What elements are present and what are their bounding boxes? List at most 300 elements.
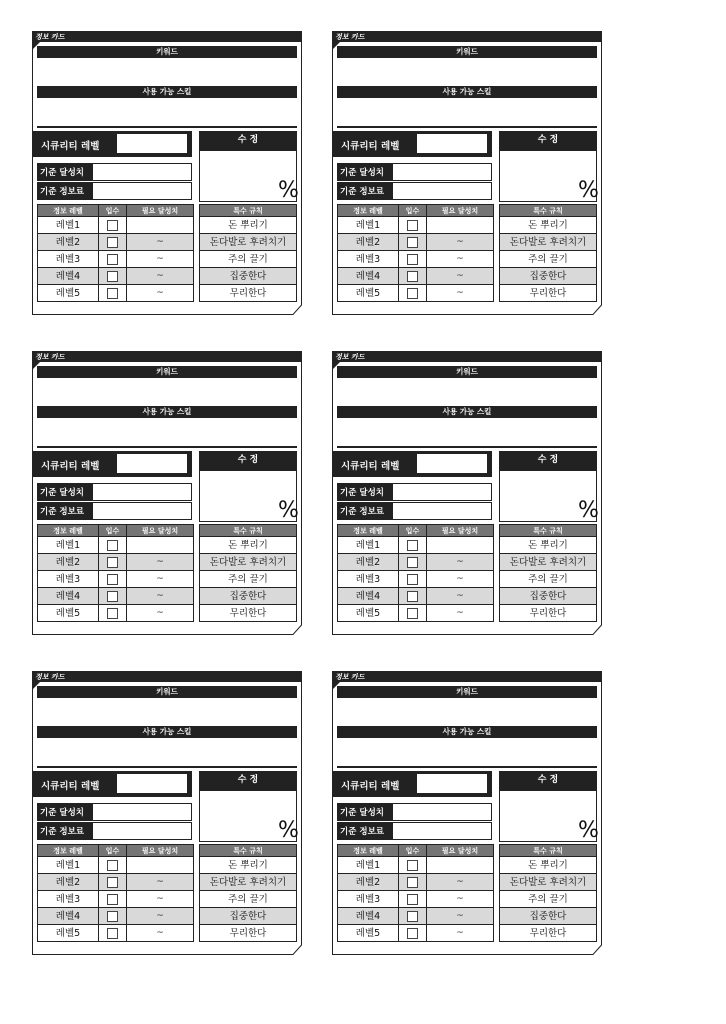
header-info-level: 정보 레벨 — [38, 205, 99, 217]
rule-row — [500, 554, 597, 571]
level-row — [338, 251, 494, 268]
rule-row — [200, 537, 297, 554]
special-rule: 무리한다 — [200, 285, 297, 302]
special-rule: 돈다발로 후려치기 — [200, 554, 297, 571]
level-row — [38, 605, 194, 622]
header-required: 필요 달성치 — [127, 205, 194, 217]
required-range: ~ — [156, 288, 164, 298]
rule-row — [200, 571, 297, 588]
rule-row — [200, 217, 297, 234]
required-achievement[interactable] — [127, 268, 194, 285]
obtained-checkbox[interactable] — [407, 540, 418, 551]
base-info-fee-label-block — [37, 822, 92, 840]
required-range: ~ — [456, 557, 464, 567]
required-range: ~ — [456, 894, 464, 904]
level-row — [338, 234, 494, 251]
obtained-checkbox[interactable] — [407, 557, 418, 568]
obtained-checkbox[interactable] — [107, 877, 118, 888]
obtained-cell — [99, 874, 127, 891]
obtained-checkbox[interactable] — [407, 608, 418, 619]
obtained-checkbox[interactable] — [407, 928, 418, 939]
base-info-fee-label-block — [337, 182, 392, 200]
special-rules-table — [199, 844, 297, 942]
level-row — [38, 857, 194, 874]
card-tag: 정보 카드 — [35, 33, 65, 41]
rule-row — [200, 588, 297, 605]
header-obtained: 입수 — [399, 205, 427, 217]
level-name: 레벨3 — [338, 251, 399, 268]
rule-row — [500, 908, 597, 925]
level-row — [38, 891, 194, 908]
obtained-cell — [399, 234, 427, 251]
base-achievement-field[interactable] — [92, 483, 192, 501]
security-level-label: 시큐리티 레벨 — [41, 781, 100, 792]
header-obtained: 입수 — [99, 205, 127, 217]
required-achievement[interactable] — [127, 217, 194, 234]
required-achievement[interactable] — [127, 874, 194, 891]
rule-row — [500, 285, 597, 302]
base-achievement-label: 기준 달성치 — [340, 168, 385, 178]
special-rule: 집중한다 — [200, 588, 297, 605]
obtained-checkbox[interactable] — [407, 237, 418, 248]
obtained-checkbox[interactable] — [407, 271, 418, 282]
special-rule: 돈다발로 후려치기 — [500, 234, 597, 251]
special-rules-table — [499, 844, 597, 942]
info-card-4 — [332, 351, 602, 635]
obtained-cell — [399, 285, 427, 302]
required-achievement[interactable] — [427, 554, 494, 571]
required-achievement[interactable] — [127, 908, 194, 925]
rule-row — [200, 908, 297, 925]
base-info-fee-field[interactable] — [92, 502, 192, 520]
required-range: ~ — [456, 254, 464, 264]
info-card-2 — [332, 31, 602, 315]
obtained-cell — [399, 554, 427, 571]
security-level-field[interactable] — [116, 773, 188, 794]
required-range: ~ — [456, 591, 464, 601]
level-name: 레벨2 — [338, 234, 399, 251]
card-tag: 정보 카드 — [335, 673, 365, 681]
card-tag: 정보 카드 — [335, 353, 365, 361]
percent-sign: % — [578, 818, 599, 843]
level-row — [38, 571, 194, 588]
required-achievement[interactable] — [427, 234, 494, 251]
required-range: ~ — [156, 574, 164, 584]
base-info-fee-label-block — [337, 822, 392, 840]
special-rules-table — [199, 204, 297, 302]
base-info-fee-field[interactable] — [392, 822, 492, 840]
percent-sign: % — [578, 498, 599, 523]
security-level-field[interactable] — [116, 453, 188, 474]
special-rule: 돈다발로 후려치기 — [500, 874, 597, 891]
level-row — [338, 908, 494, 925]
required-range: ~ — [456, 911, 464, 921]
required-range: ~ — [156, 237, 164, 247]
header-required: 필요 달성치 — [427, 525, 494, 537]
required-range: ~ — [156, 928, 164, 938]
level-row — [338, 268, 494, 285]
obtained-checkbox[interactable] — [407, 574, 418, 585]
header-obtained: 입수 — [399, 845, 427, 857]
level-row — [338, 891, 494, 908]
required-achievement[interactable] — [427, 925, 494, 942]
security-level-field[interactable] — [416, 773, 488, 794]
header-special-rules: 특수 규칙 — [500, 845, 597, 857]
level-row — [338, 571, 494, 588]
header-required: 필요 달성치 — [427, 205, 494, 217]
obtained-cell — [99, 285, 127, 302]
special-rule: 집중한다 — [500, 908, 597, 925]
base-info-fee-field[interactable] — [92, 182, 192, 200]
base-info-fee-label-block — [337, 502, 392, 520]
correction-header: 수 정 — [199, 451, 297, 470]
skill-bar: 사용 가능 스킬 — [337, 406, 597, 418]
level-name: 레벨5 — [338, 605, 399, 622]
required-achievement[interactable] — [127, 605, 194, 622]
security-level-field[interactable] — [116, 133, 188, 154]
obtained-checkbox[interactable] — [407, 220, 418, 231]
skill-divider — [337, 766, 597, 768]
rule-row — [200, 268, 297, 285]
level-row — [338, 857, 494, 874]
level-name: 레벨1 — [38, 217, 99, 234]
obtained-cell — [99, 234, 127, 251]
level-row — [338, 925, 494, 942]
obtained-checkbox[interactable] — [407, 288, 418, 299]
keyword-bar: 키워드 — [337, 366, 597, 378]
rule-row — [200, 857, 297, 874]
header-required: 필요 달성치 — [127, 845, 194, 857]
special-rule: 무리한다 — [200, 925, 297, 942]
correction-header: 수 정 — [199, 771, 297, 790]
level-row — [38, 234, 194, 251]
required-range: ~ — [156, 271, 164, 281]
skill-divider — [37, 126, 297, 128]
base-info-fee-field[interactable] — [392, 182, 492, 200]
obtained-cell — [99, 268, 127, 285]
obtained-checkbox[interactable] — [107, 557, 118, 568]
obtained-checkbox[interactable] — [107, 911, 118, 922]
obtained-checkbox[interactable] — [107, 288, 118, 299]
base-achievement-label-block — [37, 483, 92, 501]
special-rule: 돈 뿌리기 — [500, 537, 597, 554]
required-achievement[interactable] — [127, 571, 194, 588]
rule-row — [500, 537, 597, 554]
obtained-checkbox[interactable] — [107, 254, 118, 265]
header-info-level: 정보 레벨 — [338, 845, 399, 857]
required-achievement[interactable] — [427, 588, 494, 605]
security-level-block — [32, 451, 192, 477]
required-achievement[interactable] — [127, 588, 194, 605]
required-achievement[interactable] — [427, 874, 494, 891]
skill-divider — [337, 446, 597, 448]
obtained-checkbox[interactable] — [107, 540, 118, 551]
skill-divider — [37, 766, 297, 768]
special-rule: 돈 뿌리기 — [200, 217, 297, 234]
base-achievement-field[interactable] — [392, 803, 492, 821]
obtained-cell — [99, 217, 127, 234]
rule-row — [200, 891, 297, 908]
base-info-fee-field[interactable] — [92, 822, 192, 840]
required-achievement[interactable] — [427, 268, 494, 285]
rule-row — [500, 588, 597, 605]
required-achievement[interactable] — [127, 891, 194, 908]
header-info-level: 정보 레벨 — [38, 525, 99, 537]
obtained-checkbox[interactable] — [107, 220, 118, 231]
card-tag: 정보 카드 — [35, 353, 65, 361]
special-rule: 주의 끌기 — [200, 891, 297, 908]
special-rule: 집중한다 — [200, 908, 297, 925]
security-level-field[interactable] — [416, 453, 488, 474]
level-row — [338, 605, 494, 622]
obtained-checkbox[interactable] — [107, 591, 118, 602]
skill-divider — [337, 126, 597, 128]
header-info-level: 정보 레벨 — [338, 525, 399, 537]
obtained-checkbox[interactable] — [107, 271, 118, 282]
skill-divider — [37, 446, 297, 448]
special-rule: 돈 뿌리기 — [200, 857, 297, 874]
obtained-checkbox[interactable] — [407, 894, 418, 905]
level-name: 레벨2 — [38, 874, 99, 891]
base-info-fee-label: 기준 정보료 — [40, 507, 85, 517]
required-achievement[interactable] — [127, 234, 194, 251]
level-name: 레벨3 — [338, 891, 399, 908]
security-level-block — [332, 771, 492, 797]
obtained-checkbox[interactable] — [407, 911, 418, 922]
required-achievement[interactable] — [127, 537, 194, 554]
rule-row — [500, 857, 597, 874]
obtained-cell — [399, 891, 427, 908]
header-required: 필요 달성치 — [127, 525, 194, 537]
level-row — [38, 588, 194, 605]
keyword-bar: 키워드 — [37, 46, 297, 58]
obtained-checkbox[interactable] — [107, 928, 118, 939]
level-name: 레벨2 — [338, 874, 399, 891]
level-name: 레벨5 — [38, 925, 99, 942]
header-obtained: 입수 — [99, 845, 127, 857]
obtained-checkbox[interactable] — [407, 860, 418, 871]
rule-row — [500, 571, 597, 588]
correction-header: 수 정 — [499, 771, 597, 790]
required-achievement[interactable] — [127, 554, 194, 571]
rule-row — [200, 285, 297, 302]
rule-row — [200, 234, 297, 251]
special-rule: 주의 끌기 — [500, 571, 597, 588]
obtained-checkbox[interactable] — [107, 608, 118, 619]
required-range: ~ — [456, 271, 464, 281]
obtained-cell — [99, 571, 127, 588]
base-achievement-label-block — [337, 163, 392, 181]
required-achievement[interactable] — [127, 251, 194, 268]
obtained-cell — [99, 925, 127, 942]
required-achievement[interactable] — [427, 891, 494, 908]
special-rule: 집중한다 — [200, 268, 297, 285]
level-name: 레벨1 — [338, 857, 399, 874]
obtained-cell — [399, 537, 427, 554]
level-name: 레벨5 — [338, 925, 399, 942]
info-level-table — [337, 844, 494, 942]
level-name: 레벨4 — [338, 268, 399, 285]
rule-row — [200, 554, 297, 571]
obtained-cell — [399, 925, 427, 942]
required-achievement[interactable] — [427, 857, 494, 874]
special-rules-table — [499, 204, 597, 302]
required-achievement[interactable] — [127, 925, 194, 942]
base-achievement-field[interactable] — [392, 483, 492, 501]
obtained-checkbox[interactable] — [107, 237, 118, 248]
keyword-bar: 키워드 — [337, 46, 597, 58]
level-name: 레벨3 — [338, 571, 399, 588]
header-info-level: 정보 레벨 — [338, 205, 399, 217]
obtained-cell — [99, 251, 127, 268]
obtained-cell — [99, 857, 127, 874]
required-achievement[interactable] — [127, 857, 194, 874]
base-achievement-field[interactable] — [92, 163, 192, 181]
security-level-block — [32, 131, 192, 157]
required-range: ~ — [456, 928, 464, 938]
required-range: ~ — [156, 894, 164, 904]
info-card-6 — [332, 671, 602, 955]
security-level-label: 시큐리티 레벨 — [41, 461, 100, 472]
security-level-field[interactable] — [416, 133, 488, 154]
percent-sign: % — [578, 178, 599, 203]
info-level-table — [37, 204, 194, 302]
rule-row — [500, 891, 597, 908]
obtained-cell — [99, 537, 127, 554]
level-row — [38, 217, 194, 234]
rule-row — [200, 925, 297, 942]
base-achievement-field[interactable] — [392, 163, 492, 181]
security-level-label: 시큐리티 레벨 — [41, 141, 100, 152]
percent-sign: % — [278, 178, 299, 203]
keyword-bar: 키워드 — [37, 366, 297, 378]
special-rule: 무리한다 — [200, 605, 297, 622]
card-tag: 정보 카드 — [35, 673, 65, 681]
base-info-fee-label: 기준 정보료 — [340, 187, 385, 197]
base-achievement-label-block — [337, 483, 392, 501]
rule-row — [500, 874, 597, 891]
level-row — [38, 251, 194, 268]
required-achievement[interactable] — [427, 571, 494, 588]
required-range: ~ — [156, 591, 164, 601]
obtained-checkbox[interactable] — [107, 574, 118, 585]
required-achievement[interactable] — [427, 537, 494, 554]
base-achievement-label: 기준 달성치 — [40, 168, 85, 178]
required-achievement[interactable] — [427, 908, 494, 925]
level-name: 레벨4 — [38, 908, 99, 925]
base-achievement-label-block — [37, 163, 92, 181]
special-rule: 돈다발로 후려치기 — [500, 554, 597, 571]
special-rule: 무리한다 — [500, 285, 597, 302]
required-achievement[interactable] — [427, 285, 494, 302]
info-card-3 — [32, 351, 302, 635]
required-range: ~ — [156, 557, 164, 567]
special-rule: 집중한다 — [500, 268, 597, 285]
required-achievement[interactable] — [127, 285, 194, 302]
required-range: ~ — [456, 574, 464, 584]
base-info-fee-field[interactable] — [392, 502, 492, 520]
level-name: 레벨5 — [338, 285, 399, 302]
level-row — [38, 537, 194, 554]
header-special-rules: 특수 규칙 — [200, 525, 297, 537]
special-rule: 돈 뿌리기 — [500, 217, 597, 234]
obtained-checkbox[interactable] — [407, 877, 418, 888]
special-rule: 돈 뿌리기 — [500, 857, 597, 874]
info-level-table — [37, 844, 194, 942]
obtained-cell — [99, 554, 127, 571]
obtained-cell — [99, 605, 127, 622]
level-row — [38, 925, 194, 942]
base-achievement-field[interactable] — [92, 803, 192, 821]
special-rule: 돈다발로 후려치기 — [200, 234, 297, 251]
level-row — [38, 554, 194, 571]
level-row — [338, 874, 494, 891]
header-obtained: 입수 — [399, 525, 427, 537]
required-achievement[interactable] — [427, 605, 494, 622]
special-rules-table — [499, 524, 597, 622]
card-tag: 정보 카드 — [335, 33, 365, 41]
level-name: 레벨1 — [38, 857, 99, 874]
obtained-cell — [99, 908, 127, 925]
obtained-checkbox[interactable] — [407, 591, 418, 602]
required-achievement[interactable] — [427, 251, 494, 268]
level-name: 레벨2 — [38, 554, 99, 571]
percent-sign: % — [278, 818, 299, 843]
special-rule: 무리한다 — [500, 925, 597, 942]
skill-bar: 사용 가능 스킬 — [37, 726, 297, 738]
header-required: 필요 달성치 — [427, 845, 494, 857]
special-rule: 주의 끌기 — [200, 571, 297, 588]
level-name: 레벨4 — [38, 588, 99, 605]
required-range: ~ — [156, 608, 164, 618]
rule-row — [500, 217, 597, 234]
rule-row — [200, 605, 297, 622]
level-row — [338, 285, 494, 302]
keyword-bar: 키워드 — [37, 686, 297, 698]
required-range: ~ — [156, 254, 164, 264]
obtained-cell — [399, 217, 427, 234]
required-range: ~ — [156, 911, 164, 921]
required-range: ~ — [456, 237, 464, 247]
level-row — [338, 537, 494, 554]
base-achievement-label-block — [37, 803, 92, 821]
required-range: ~ — [456, 877, 464, 887]
correction-header: 수 정 — [499, 131, 597, 150]
base-info-fee-label-block — [37, 182, 92, 200]
base-info-fee-label: 기준 정보료 — [340, 827, 385, 837]
level-row — [338, 217, 494, 234]
level-row — [38, 874, 194, 891]
required-achievement[interactable] — [427, 217, 494, 234]
obtained-checkbox[interactable] — [107, 894, 118, 905]
info-level-table — [337, 204, 494, 302]
level-name: 레벨1 — [338, 217, 399, 234]
special-rule: 돈다발로 후려치기 — [200, 874, 297, 891]
info-card-5 — [32, 671, 302, 955]
obtained-cell — [399, 908, 427, 925]
correction-header: 수 정 — [499, 451, 597, 470]
skill-bar: 사용 가능 스킬 — [37, 406, 297, 418]
security-level-block — [332, 451, 492, 477]
header-obtained: 입수 — [99, 525, 127, 537]
obtained-checkbox[interactable] — [407, 254, 418, 265]
obtained-checkbox[interactable] — [107, 860, 118, 871]
base-achievement-label: 기준 달성치 — [40, 488, 85, 498]
special-rule: 주의 끌기 — [200, 251, 297, 268]
obtained-cell — [99, 588, 127, 605]
rule-row — [200, 874, 297, 891]
security-level-label: 시큐리티 레벨 — [341, 781, 400, 792]
